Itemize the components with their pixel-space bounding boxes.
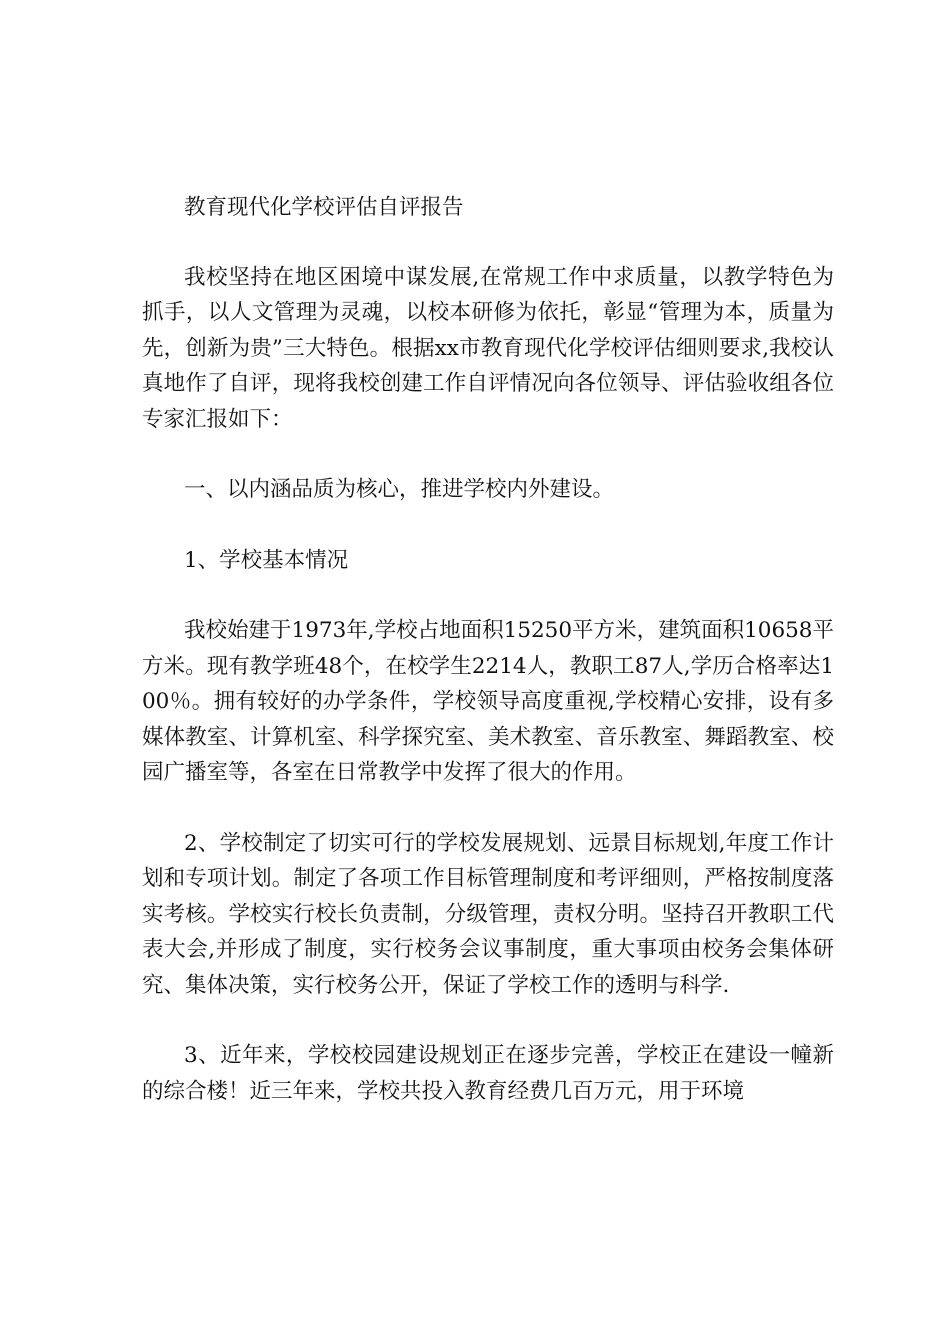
document-body: [142, 190, 834, 1144]
intro-paragraph: 我校坚持在地区困境中谋发展,在常规工作中求质量，以教学特色为抓手，以人文管理为灵魂，以校本研修为依托，彰显“管理为本，质量为先，创新为贵”三大特色。根据xx市教育现代化学校评估细则要求,我校认真地作了自评，现将我校创建工作自评情况向各位领导、评估验收组各位专家汇报如下：: [142, 264, 834, 432]
planning-paragraph: 2、学校制定了切实可行的学校发展规划、远景目标规划,年度工作计划和专项计划。制定了各项工作目标管理制度和考评细则，严格按制度落实考核。学校实行校长负责制，分级管理，责权分明。坚持召开教职工代表大会,并形成了制度，实行校务会议事制度，重大事项由校务会集体研究、集体决策，实行校务公开，保证了学校工作的透明与科学.: [142, 830, 834, 998]
campus-construction-paragraph: 3、近年来，学校校园建设规划正在逐步完善，学校正在建设一幢新的综合楼！近三年来，学校共投入教育经费几百万元，用于环境: [142, 1043, 834, 1104]
section-heading: 一、以内涵品质为核心，推进学校内外建设。: [184, 477, 615, 502]
document-title: 教育现代化学校评估自评报告: [184, 195, 464, 220]
subsection-heading: 1、学校基本情况: [184, 547, 349, 573]
basic-info-paragraph: 我校始建于1973年,学校占地面积15250平方米，建筑面积10658平方米。现有教学班48个，在校学生2214人，教职工87人,学历合格率达100％。拥有较好的办学条件，学校领导高度重视,学校精心安排，设有多媒体教室、计算机室、科学探究室、美术教室、音乐教室、舞蹈教室、校园广播室等，各室在日常教学中发挥了很大的作用。: [142, 618, 834, 785]
